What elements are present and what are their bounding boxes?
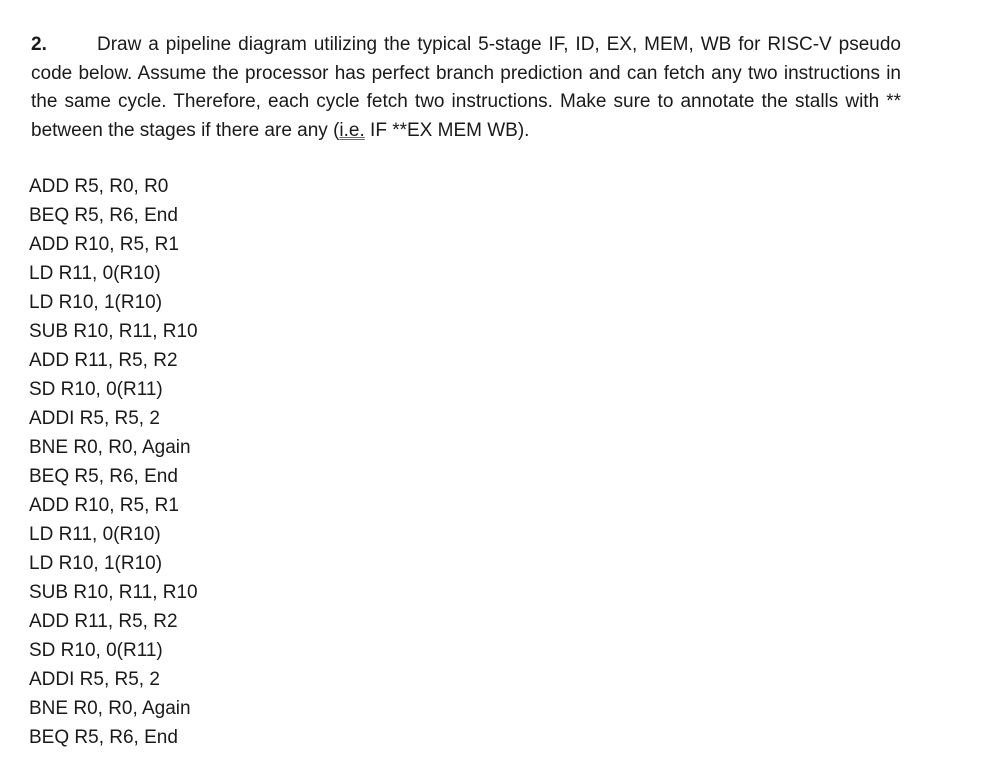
code-line: BEQ R5, R6, End: [29, 205, 178, 226]
code-line: BEQ R5, R6, End: [29, 466, 178, 487]
code-line: ADDI R5, R5, 2: [29, 669, 160, 690]
question-example: IF **EX MEM WB).: [364, 119, 530, 141]
code-line: ADD R5, R0, R0: [29, 176, 169, 197]
question-paragraph: [31, 31, 901, 145]
code-line: ADD R10, R5, R1: [29, 234, 179, 255]
code-line: LD R10, 1(R10): [29, 553, 163, 574]
code-line: ADD R11, R5, R2: [29, 350, 178, 371]
code-line: SUB R10, R11, R10: [29, 321, 198, 342]
code-line: ADD R11, R5, R2: [29, 611, 178, 632]
code-line: SD R10, 0(R11): [29, 640, 163, 661]
ie-abbreviation: i.e.: [339, 119, 365, 141]
code-line: ADDI R5, R5, 2: [29, 408, 160, 429]
code-line: ADD R10, R5, R1: [29, 495, 179, 516]
code-line: BNE R0, R0, Again: [29, 698, 191, 719]
question-number: 2.: [31, 34, 47, 55]
code-line: LD R11, 0(R10): [29, 524, 161, 545]
code-line: BNE R0, R0, Again: [29, 437, 191, 458]
code-line: LD R10, 1(R10): [29, 292, 163, 313]
code-line: SUB R10, R11, R10: [29, 582, 198, 603]
code-line: SD R10, 0(R11): [29, 379, 163, 400]
question-text: Draw a pipeline diagram utilizing the typical 5-stage IF, ID, EX, MEM, WB for RISC-V pseudo code below. Assume the processor has perfect branch prediction and can fetch any two instructions in the same cycle. Therefore, each cycle fetch two instructions. Make sure to annotate the stalls with ** between the stages if there are any (: [31, 34, 901, 141]
pseudo-code-list: [29, 172, 198, 752]
code-line: BEQ R5, R6, End: [29, 727, 178, 748]
code-line: LD R11, 0(R10): [29, 263, 161, 284]
